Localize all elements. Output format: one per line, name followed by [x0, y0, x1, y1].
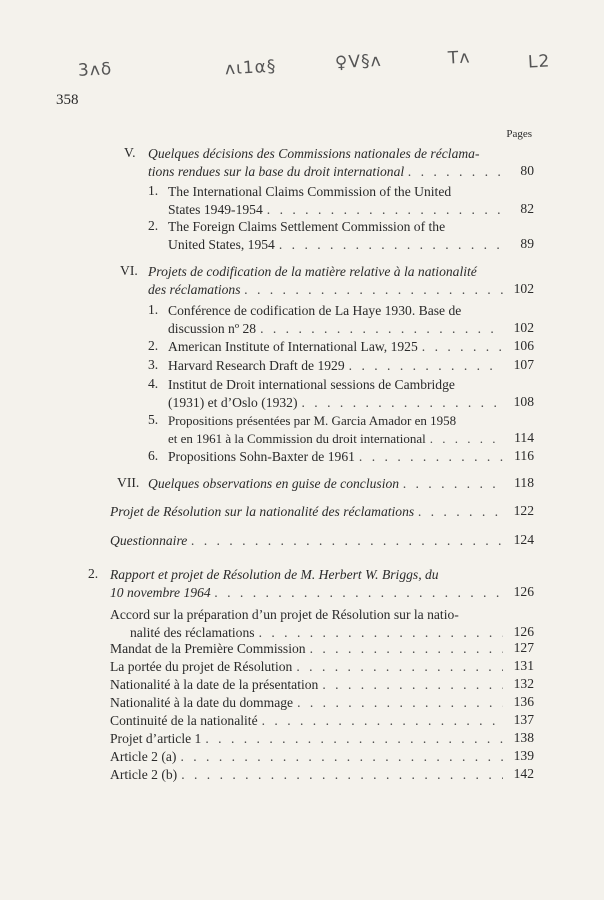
toc-page: 107: [513, 357, 534, 372]
toc-entry-mandat: Mandat de la Première Commission . . .: [110, 640, 503, 658]
handwritten-note-a: 3ʌδ: [77, 59, 113, 81]
handwritten-note-b: ʌι1α§: [224, 56, 277, 80]
toc-entry-article-2a: Article 2 (a) . . .: [110, 748, 503, 766]
handwritten-note-c: ♀V§ʌ: [334, 50, 383, 74]
toc-page: 82: [520, 201, 534, 216]
toc-entry-accord: Accord sur la préparation d’un projet de Résolution sur la natio- nalité des réclamations . . .: [110, 606, 503, 641]
toc-entry-number: 4.: [148, 376, 159, 391]
toc-page: 80: [520, 163, 534, 178]
toc-page: 138: [513, 730, 534, 745]
toc-entry-article-2b: Article 2 (b) . . .: [110, 766, 503, 784]
toc-page: 102: [513, 320, 534, 335]
toc-page: 136: [513, 694, 534, 709]
toc-page: 118: [514, 475, 534, 490]
toc-entry-v-2: The Foreign Claims Settlement Commission of the United States, 1954 . . .: [168, 218, 503, 253]
toc-entry-number: 2.: [148, 338, 159, 353]
toc-entry-nat-presentation: Nationalité à la date de la présentation . . .: [110, 676, 503, 694]
toc-entry-vi-5: Propositions présentées par M. Garcia Amador en 1958 et en 1961 à la Commission du droit international . . .: [168, 412, 503, 447]
toc-entry-number: VII.: [117, 475, 140, 490]
toc-entry-number: 1.: [148, 183, 159, 198]
toc-entry-portee: La portée du projet de Résolution . . .: [110, 658, 503, 676]
toc-entry-nat-dommage: Nationalité à la date du dommage . . .: [110, 694, 503, 712]
handwritten-note-d: Tʌ: [447, 47, 471, 69]
toc-page: 114: [514, 430, 534, 445]
toc-entry-vii: Quelques observations en guise de conclusion . . .: [148, 475, 503, 493]
pages-column-heading: Pages: [506, 128, 532, 140]
toc-entry-v-1: The International Claims Commission of the United States 1949-1954 . . .: [168, 183, 503, 218]
toc-entry-vi-6: Propositions Sohn-Baxter de 1961 . . .: [168, 448, 503, 466]
toc-entry-number: V.: [124, 145, 136, 160]
toc-entry-vi: Projets de codification de la matière relative à la nationalité des réclamations . . .: [148, 263, 503, 298]
toc-page: 142: [513, 766, 534, 781]
toc-page: 108: [513, 394, 534, 409]
toc-page: 126: [513, 624, 534, 639]
toc-entry-vi-3: Harvard Research Draft de 1929 . . .: [168, 357, 503, 375]
toc-entry-number: 2.: [88, 566, 99, 581]
toc-page: 116: [514, 448, 534, 463]
toc-page: 137: [513, 712, 534, 727]
toc-entry-number: 3.: [148, 357, 159, 372]
toc-entry-number: VI.: [120, 263, 138, 278]
toc-entry-vi-2: American Institute of International Law, 1925 . . .: [168, 338, 503, 356]
toc-page: 139: [513, 748, 534, 763]
toc-page: 132: [513, 676, 534, 691]
toc-page: 122: [513, 503, 534, 518]
toc-page: 127: [513, 640, 534, 655]
toc-page: 106: [513, 338, 534, 353]
toc-entry-v: Quelques décisions des Commissions nationales de réclama- tions rendues sur la base du droit international . . .: [148, 145, 503, 180]
toc-entry-number: 1.: [148, 302, 159, 317]
toc-entry-number: 5.: [148, 412, 159, 427]
toc-entry-projet: Projet de Résolution sur la nationalité des réclamations . . .: [110, 503, 503, 521]
toc-entry-rapport: Rapport et projet de Résolution de M. Herbert W. Briggs, du 10 novembre 1964 . . .: [110, 566, 503, 601]
toc-entry-vi-1: Conférence de codification de La Haye 1930. Base de discussion nº 28 . . .: [168, 302, 503, 337]
toc-entry-vi-4: Institut de Droit international sessions de Cambridge (1931) et d’Oslo (1932) . . .: [168, 376, 503, 411]
toc-page: 126: [513, 584, 534, 599]
toc-page: 102: [513, 281, 534, 296]
toc-entry-questionnaire: Questionnaire . . .: [110, 532, 503, 550]
toc-entry-continuite: Continuité de la nationalité . . .: [110, 712, 503, 730]
toc-page: 124: [513, 532, 534, 547]
toc-page: 131: [513, 658, 534, 673]
toc-page: 89: [520, 236, 534, 251]
toc-entry-article-1: Projet d’article 1 . . .: [110, 730, 503, 748]
page-number: 358: [56, 92, 79, 108]
toc-entry-number: 2.: [148, 218, 159, 233]
toc-entry-number: 6.: [148, 448, 159, 463]
handwritten-note-e: L2: [527, 51, 551, 73]
